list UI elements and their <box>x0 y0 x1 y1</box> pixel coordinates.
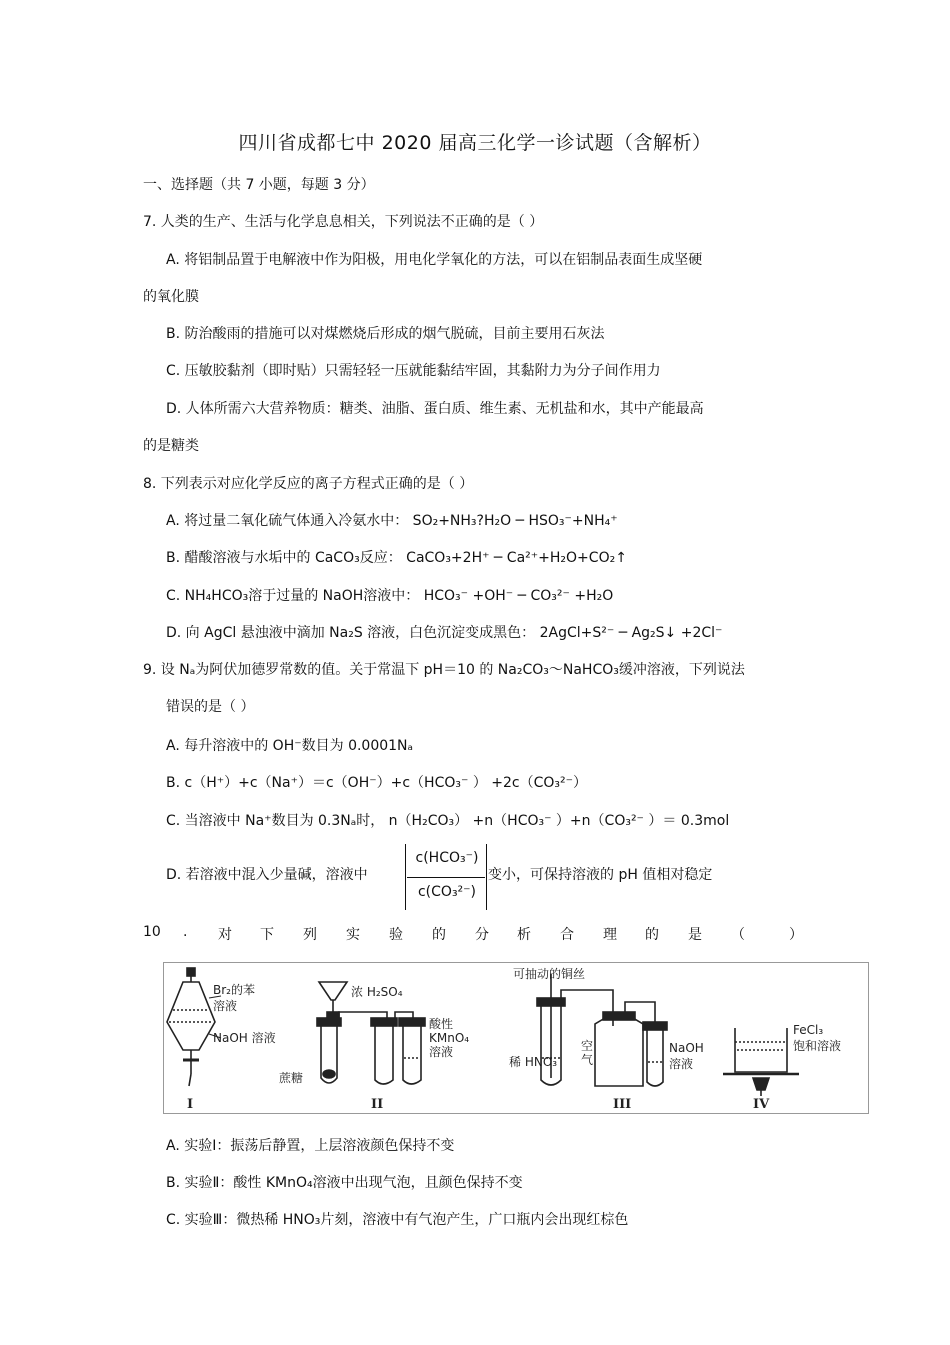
fraction-numerator: c(HCO₃⁻) <box>415 850 479 866</box>
label-solution-1: 溶液 <box>213 999 238 1013</box>
q10-stem-char: 合 <box>560 927 574 943</box>
q9-option-a: A. 每升溶液中的 OH⁻数目为 0.0001Nₐ <box>166 738 414 754</box>
q10-stem-char: 对 <box>218 927 232 943</box>
q7-option-d: D. 人体所需六大营养物质：糖类、油脂、蛋白质、维生素、无机盐和水，其中产能最高 <box>166 401 704 417</box>
label-qi: 气 <box>581 1053 594 1067</box>
concentration-ratio-fraction <box>405 844 487 910</box>
q10-stem-char: 理 <box>603 927 617 943</box>
section-heading: 一、选择题（共 7 小题，每题 3 分） <box>143 177 375 193</box>
label-apparatus-3: III <box>613 1097 632 1112</box>
experiment-apparatus-figure <box>163 962 869 1114</box>
q9-stem: 9. 设 Nₐ为阿伏加德罗常数的值。关于常温下 pH＝10 的 Na₂CO₃～NaHCO₃缓冲溶液，下列说法 <box>143 662 745 678</box>
fraction-denominator: c(CO₃²⁻) <box>417 884 477 900</box>
q7-option-d-cont: 的是糖类 <box>143 438 199 454</box>
bottle-stopper <box>603 1012 635 1020</box>
label-movable-copper-wire: 可抽动的铜丝 <box>513 967 586 981</box>
label-acidic: 酸性 <box>429 1017 454 1031</box>
q9-option-b: B. c（H⁺）+c（Na⁺）＝c（OH⁻）+c（HCO₃⁻ ） +2c（CO₃²⁻） <box>166 775 588 791</box>
q10-stem-char: 10 <box>143 924 161 940</box>
q9-option-c: C. 当溶液中 Na⁺数目为 0.3Nₐ时， n（H₂CO₃） +n（HCO₃⁻ ）+n（CO₃²⁻ ）＝ 0.3mol <box>166 813 730 829</box>
fraction-left-border <box>405 844 406 910</box>
q10-option-b: B. 实验Ⅱ：酸性 KMnO₄溶液中出现气泡，且颜色保持不变 <box>166 1175 523 1191</box>
label-solution-2: 溶液 <box>429 1045 454 1059</box>
label-apparatus-1: I <box>187 1097 194 1112</box>
q8-option-c: C. NH₄HCO₃溶于过量的 NaOH溶液中： HCO₃⁻ +OH⁻ ─ CO₃²⁻ +H₂O <box>166 588 614 604</box>
q10-stem-char: ） <box>789 927 803 943</box>
q7-option-a-cont: 的氧化膜 <box>143 289 199 305</box>
q10-stem-char: 下 <box>260 927 274 943</box>
label-solution-3: 溶液 <box>669 1057 694 1071</box>
q8-option-a: A. 将过量二氧化硫气体通入冷氨水中： SO₂+NH₃?H₂O ─ HSO₃⁻+NH₄⁺ <box>166 513 618 529</box>
label-conc-h2so4: 浓 H₂SO₄ <box>351 985 403 999</box>
q7-option-c: C. 压敏胶黏剂（即时贴）只需轻轻一压就能黏结牢固，其黏附力为分子间作用力 <box>166 363 661 379</box>
q8-option-d: D. 向 AgCl 悬浊液中滴加 Na₂S 溶液，白色沉淀变成黑色： 2AgCl+S²⁻ ─ Ag₂S↓ +2Cl⁻ <box>166 625 723 641</box>
label-apparatus-4: IV <box>753 1097 770 1112</box>
funnel-stopcock-2 <box>327 1012 339 1018</box>
label-naoh-2: NaOH <box>669 1041 704 1055</box>
q8-stem: 8. 下列表示对应化学反应的离子方程式正确的是（ ） <box>143 476 474 492</box>
q8-option-b: B. 醋酸溶液与水垢中的 CaCO₃反应： CaCO₃+2H⁺ ─ Ca²⁺+H₂O+CO₂↑ <box>166 550 627 566</box>
q10-stem-char: 实 <box>346 927 360 943</box>
q10-stem-char: 验 <box>389 927 403 943</box>
q10-stem-char: 分 <box>475 927 489 943</box>
q7-option-b: B. 防治酸雨的措施可以对煤燃烧后形成的烟气脱硫，目前主要用石灰法 <box>166 326 605 342</box>
label-fecl3: FeCl₃ <box>793 1023 824 1037</box>
sucrose-sample <box>323 1070 335 1078</box>
label-apparatus-2: II <box>371 1097 384 1112</box>
q10-stem-char: 列 <box>303 927 317 943</box>
tube-stopper-3 <box>399 1018 425 1026</box>
q10-option-a: A. 实验Ⅰ：振荡后静置，上层溶液颜色保持不变 <box>166 1138 455 1154</box>
q9-option-d-cont: 变小，可保持溶液的 pH 值相对稳定 <box>488 867 713 883</box>
q9-option-d: D. 若溶液中混入少量碱，溶液中 <box>166 867 368 883</box>
q10-stem-char: 是 <box>688 927 702 943</box>
funnel-stopper <box>187 968 195 976</box>
tube-stopper-5 <box>643 1022 667 1030</box>
q10-stem-char: 析 <box>517 927 531 943</box>
q10-stem-char: . <box>183 924 188 940</box>
q7-stem: 7. 人类的生产、生活与化学息息相关，下列说法不正确的是（ ） <box>143 214 544 230</box>
label-kmno4: KMnO₄ <box>429 1031 470 1045</box>
label-saturated-solution: 饱和溶液 <box>793 1039 842 1053</box>
fraction-right-border <box>486 844 487 910</box>
tube-stopper-2 <box>371 1018 397 1026</box>
q10-stem <box>143 924 803 944</box>
tube-stopper-1 <box>317 1018 341 1026</box>
label-kong: 空 <box>581 1039 594 1053</box>
fraction-bar <box>407 877 485 878</box>
q10-stem-char: 的 <box>645 927 659 943</box>
q10-option-c: C. 实验Ⅲ：微热稀 HNO₃片刻，溶液中有气泡产生，广口瓶内会出现红棕色 <box>166 1212 629 1228</box>
q10-stem-char: （ <box>731 927 745 943</box>
label-sucrose: 蔗糖 <box>279 1071 304 1085</box>
page-title: 四川省成都七中 2020 届高三化学一诊试题（含解析） <box>238 132 712 154</box>
q7-option-a: A. 将铝制品置于电解液中作为阳极，用电化学氧化的方法，可以在铝制品表面生成坚硬 <box>166 252 703 268</box>
q10-stem-char: 的 <box>432 927 446 943</box>
label-dilute-hno3: 稀 HNO₃ <box>509 1055 558 1069</box>
q9-stem-cont: 错误的是（ ） <box>166 699 255 715</box>
label-naoh-solution-1: NaOH 溶液 <box>213 1031 276 1045</box>
label-br2-benzene: Br₂的苯 <box>213 983 255 997</box>
